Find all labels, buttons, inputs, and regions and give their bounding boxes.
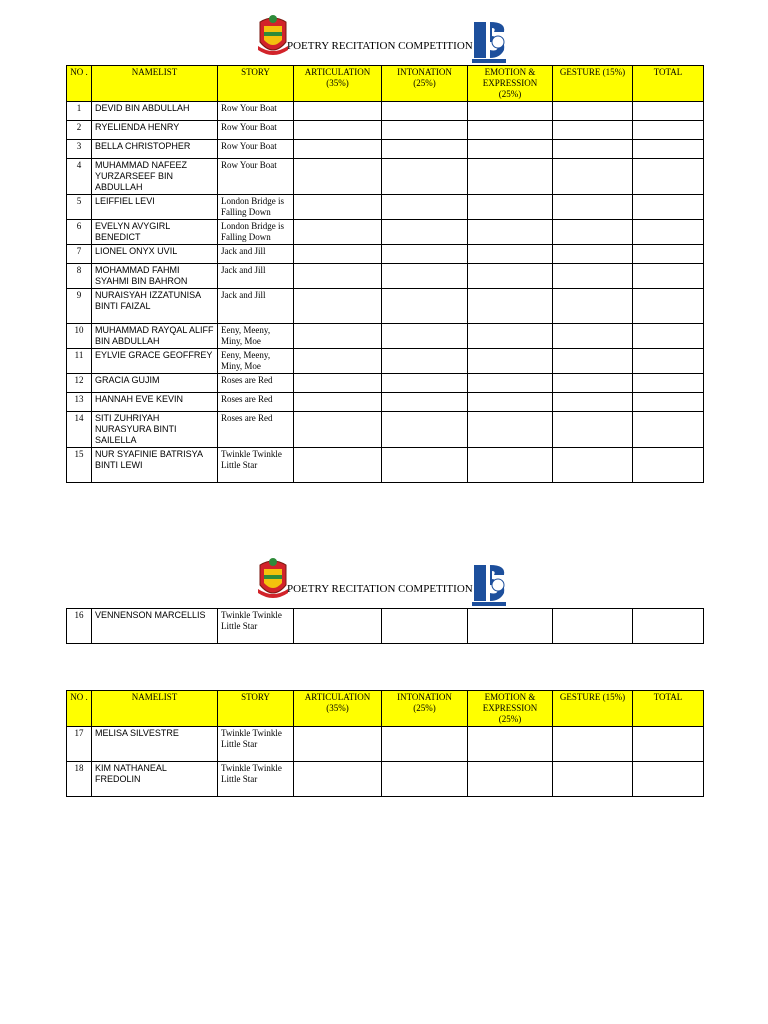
row-number: 4 bbox=[67, 159, 92, 195]
row-story: London Bridge is Falling Down bbox=[218, 195, 294, 220]
emotion-score-cell[interactable] bbox=[468, 762, 553, 797]
articulation-score-cell[interactable] bbox=[294, 349, 382, 374]
col-no: NO . bbox=[67, 66, 92, 102]
row-number: 3 bbox=[67, 140, 92, 159]
emotion-score-cell[interactable] bbox=[468, 393, 553, 412]
col-no: NO . bbox=[67, 691, 92, 727]
total-score-cell[interactable] bbox=[633, 102, 704, 121]
articulation-score-cell[interactable] bbox=[294, 412, 382, 448]
emotion-score-cell[interactable] bbox=[468, 609, 553, 644]
gesture-score-cell[interactable] bbox=[553, 412, 633, 448]
row-name: NUR SYAFINIE BATRISYA BINTI LEWI bbox=[92, 448, 218, 483]
row-number: 15 bbox=[67, 448, 92, 483]
row-name: LIONEL ONYX UVIL bbox=[92, 245, 218, 264]
emotion-score-cell[interactable] bbox=[468, 195, 553, 220]
emotion-score-cell[interactable] bbox=[468, 374, 553, 393]
row-name: GRACIA GUJIM bbox=[92, 374, 218, 393]
table-row bbox=[67, 121, 704, 140]
row-name: EYLVIE GRACE GEOFFREY bbox=[92, 349, 218, 374]
table-row bbox=[67, 393, 704, 412]
row-number: 7 bbox=[67, 245, 92, 264]
total-score-cell[interactable] bbox=[633, 121, 704, 140]
col-namelist: NAMELIST bbox=[92, 691, 218, 727]
intonation-score-cell[interactable] bbox=[382, 289, 468, 324]
col-gesture: GESTURE (15%) bbox=[553, 691, 633, 727]
articulation-score-cell[interactable] bbox=[294, 374, 382, 393]
row-number: 9 bbox=[67, 289, 92, 324]
school-crest-icon bbox=[256, 12, 290, 60]
anniversary-25-logo-icon bbox=[470, 18, 508, 64]
row-story: Row Your Boat bbox=[218, 102, 294, 121]
row-name: HANNAH EVE KEVIN bbox=[92, 393, 218, 412]
emotion-score-cell[interactable] bbox=[468, 102, 553, 121]
articulation-score-cell[interactable] bbox=[294, 140, 382, 159]
articulation-score-cell[interactable] bbox=[294, 762, 382, 797]
table-header-row bbox=[67, 66, 704, 102]
gesture-score-cell[interactable] bbox=[553, 393, 633, 412]
gesture-score-cell[interactable] bbox=[553, 264, 633, 289]
total-score-cell[interactable] bbox=[633, 727, 704, 762]
intonation-score-cell[interactable] bbox=[382, 140, 468, 159]
intonation-score-cell[interactable] bbox=[382, 374, 468, 393]
gesture-score-cell[interactable] bbox=[553, 121, 633, 140]
total-score-cell[interactable] bbox=[633, 289, 704, 324]
page-header-2 bbox=[0, 551, 768, 611]
articulation-score-cell[interactable] bbox=[294, 195, 382, 220]
row-story: Jack and Jill bbox=[218, 245, 294, 264]
gesture-score-cell[interactable] bbox=[553, 324, 633, 349]
row-number: 5 bbox=[67, 195, 92, 220]
score-table-1 bbox=[66, 65, 704, 483]
total-score-cell[interactable] bbox=[633, 159, 704, 195]
score-table-3 bbox=[66, 690, 704, 797]
col-articulation: ARTICULATION (35%) bbox=[294, 66, 382, 102]
total-score-cell[interactable] bbox=[633, 412, 704, 448]
intonation-score-cell[interactable] bbox=[382, 393, 468, 412]
total-score-cell[interactable] bbox=[633, 374, 704, 393]
anniversary-25-logo-icon bbox=[470, 561, 508, 607]
table-row bbox=[67, 159, 704, 195]
articulation-score-cell[interactable] bbox=[294, 448, 382, 483]
row-name: LEIFFIEL LEVI bbox=[92, 195, 218, 220]
row-number: 10 bbox=[67, 324, 92, 349]
intonation-score-cell[interactable] bbox=[382, 220, 468, 245]
articulation-score-cell[interactable] bbox=[294, 102, 382, 121]
table-row bbox=[67, 448, 704, 483]
gesture-score-cell[interactable] bbox=[553, 220, 633, 245]
table-row bbox=[67, 727, 704, 762]
intonation-score-cell[interactable] bbox=[382, 609, 468, 644]
row-name: NURAISYAH IZZATUNISA BINTI FAIZAL bbox=[92, 289, 218, 324]
articulation-score-cell[interactable] bbox=[294, 245, 382, 264]
table-row bbox=[67, 195, 704, 220]
total-score-cell[interactable] bbox=[633, 609, 704, 644]
page-header-1 bbox=[0, 8, 768, 68]
row-story: Eeny, Meeny, Miny, Moe bbox=[218, 349, 294, 374]
col-intonation: INTONATION (25%) bbox=[382, 66, 468, 102]
table-row bbox=[67, 762, 704, 797]
gesture-score-cell[interactable] bbox=[553, 159, 633, 195]
total-score-cell[interactable] bbox=[633, 140, 704, 159]
page-title: POETRY RECITATION COMPETITION bbox=[287, 583, 473, 595]
row-number: 17 bbox=[67, 727, 92, 762]
total-score-cell[interactable] bbox=[633, 324, 704, 349]
row-story: Row Your Boat bbox=[218, 159, 294, 195]
table-row bbox=[67, 374, 704, 393]
articulation-score-cell[interactable] bbox=[294, 393, 382, 412]
table-row bbox=[67, 264, 704, 289]
intonation-score-cell[interactable] bbox=[382, 121, 468, 140]
emotion-score-cell[interactable] bbox=[468, 727, 553, 762]
gesture-score-cell[interactable] bbox=[553, 245, 633, 264]
gesture-score-cell[interactable] bbox=[553, 349, 633, 374]
gesture-score-cell[interactable] bbox=[553, 102, 633, 121]
row-story: Twinkle Twinkle Little Star bbox=[218, 727, 294, 762]
table-row bbox=[67, 349, 704, 374]
emotion-score-cell[interactable] bbox=[468, 121, 553, 140]
intonation-score-cell[interactable] bbox=[382, 324, 468, 349]
gesture-score-cell[interactable] bbox=[553, 140, 633, 159]
emotion-score-cell[interactable] bbox=[468, 264, 553, 289]
intonation-score-cell[interactable] bbox=[382, 412, 468, 448]
emotion-score-cell[interactable] bbox=[468, 289, 553, 324]
row-number: 14 bbox=[67, 412, 92, 448]
intonation-score-cell[interactable] bbox=[382, 349, 468, 374]
row-story: Roses are Red bbox=[218, 412, 294, 448]
table-row bbox=[67, 324, 704, 349]
row-name: SITI ZUHRIYAH NURASYURA BINTI SAILELLA bbox=[92, 412, 218, 448]
articulation-score-cell[interactable] bbox=[294, 121, 382, 140]
emotion-score-cell[interactable] bbox=[468, 220, 553, 245]
col-emotion: EMOTION & EXPRESSION (25%) bbox=[468, 66, 553, 102]
emotion-score-cell[interactable] bbox=[468, 324, 553, 349]
table-row bbox=[67, 102, 704, 121]
row-number: 18 bbox=[67, 762, 92, 797]
gesture-score-cell[interactable] bbox=[553, 374, 633, 393]
intonation-score-cell[interactable] bbox=[382, 102, 468, 121]
gesture-score-cell[interactable] bbox=[553, 727, 633, 762]
table-row bbox=[67, 289, 704, 324]
row-name: BELLA CHRISTOPHER bbox=[92, 140, 218, 159]
col-story: STORY bbox=[218, 691, 294, 727]
articulation-score-cell[interactable] bbox=[294, 727, 382, 762]
row-story: London Bridge is Falling Down bbox=[218, 220, 294, 245]
row-name: MOHAMMAD FAHMI SYAHMI BIN BAHRON bbox=[92, 264, 218, 289]
row-number: 2 bbox=[67, 121, 92, 140]
row-name: VENNENSON MARCELLIS bbox=[92, 609, 218, 644]
row-name: EVELYN AVYGIRL BENEDICT bbox=[92, 220, 218, 245]
row-number: 1 bbox=[67, 102, 92, 121]
row-name: MUHAMMAD RAYQAL ALIFF BIN ABDULLAH bbox=[92, 324, 218, 349]
articulation-score-cell[interactable] bbox=[294, 609, 382, 644]
row-number: 13 bbox=[67, 393, 92, 412]
row-story: Jack and Jill bbox=[218, 264, 294, 289]
gesture-score-cell[interactable] bbox=[553, 289, 633, 324]
intonation-score-cell[interactable] bbox=[382, 264, 468, 289]
articulation-score-cell[interactable] bbox=[294, 289, 382, 324]
table-header-row bbox=[67, 691, 704, 727]
col-emotion: EMOTION & EXPRESSION (25%) bbox=[468, 691, 553, 727]
total-score-cell[interactable] bbox=[633, 245, 704, 264]
table-row bbox=[67, 140, 704, 159]
gesture-score-cell[interactable] bbox=[553, 448, 633, 483]
row-name: RYELIENDA HENRY bbox=[92, 121, 218, 140]
total-score-cell[interactable] bbox=[633, 349, 704, 374]
row-name: MUHAMMAD NAFEEZ YURZARSEEF BIN ABDULLAH bbox=[92, 159, 218, 195]
score-table-2 bbox=[66, 608, 704, 644]
intonation-score-cell[interactable] bbox=[382, 727, 468, 762]
row-name: KIM NATHANEAL FREDOLIN bbox=[92, 762, 218, 797]
articulation-score-cell[interactable] bbox=[294, 324, 382, 349]
total-score-cell[interactable] bbox=[633, 393, 704, 412]
col-total: TOTAL bbox=[633, 66, 704, 102]
total-score-cell[interactable] bbox=[633, 448, 704, 483]
row-story: Eeny, Meeny, Miny, Moe bbox=[218, 324, 294, 349]
gesture-score-cell[interactable] bbox=[553, 195, 633, 220]
table-row bbox=[67, 245, 704, 264]
row-number: 12 bbox=[67, 374, 92, 393]
emotion-score-cell[interactable] bbox=[468, 159, 553, 195]
total-score-cell[interactable] bbox=[633, 264, 704, 289]
emotion-score-cell[interactable] bbox=[468, 245, 553, 264]
emotion-score-cell[interactable] bbox=[468, 140, 553, 159]
total-score-cell[interactable] bbox=[633, 195, 704, 220]
gesture-score-cell[interactable] bbox=[553, 762, 633, 797]
emotion-score-cell[interactable] bbox=[468, 412, 553, 448]
row-story: Twinkle Twinkle Little Star bbox=[218, 448, 294, 483]
col-story: STORY bbox=[218, 66, 294, 102]
intonation-score-cell[interactable] bbox=[382, 762, 468, 797]
col-total: TOTAL bbox=[633, 691, 704, 727]
row-name: MELISA SILVESTRE bbox=[92, 727, 218, 762]
row-story: Jack and Jill bbox=[218, 289, 294, 324]
col-articulation: ARTICULATION (35%) bbox=[294, 691, 382, 727]
row-story: Twinkle Twinkle Little Star bbox=[218, 762, 294, 797]
articulation-score-cell[interactable] bbox=[294, 159, 382, 195]
articulation-score-cell[interactable] bbox=[294, 220, 382, 245]
page-title: POETRY RECITATION COMPETITION bbox=[287, 40, 473, 52]
intonation-score-cell[interactable] bbox=[382, 195, 468, 220]
col-intonation: INTONATION (25%) bbox=[382, 691, 468, 727]
intonation-score-cell[interactable] bbox=[382, 448, 468, 483]
row-number: 6 bbox=[67, 220, 92, 245]
row-story: Row Your Boat bbox=[218, 121, 294, 140]
table-row bbox=[67, 412, 704, 448]
row-name: DEVID BIN ABDULLAH bbox=[92, 102, 218, 121]
intonation-score-cell[interactable] bbox=[382, 245, 468, 264]
intonation-score-cell[interactable] bbox=[382, 159, 468, 195]
row-number: 8 bbox=[67, 264, 92, 289]
emotion-score-cell[interactable] bbox=[468, 448, 553, 483]
total-score-cell[interactable] bbox=[633, 220, 704, 245]
table-row bbox=[67, 609, 704, 644]
gesture-score-cell[interactable] bbox=[553, 609, 633, 644]
col-gesture: GESTURE (15%) bbox=[553, 66, 633, 102]
row-story: Twinkle Twinkle Little Star bbox=[218, 609, 294, 644]
articulation-score-cell[interactable] bbox=[294, 264, 382, 289]
row-number: 11 bbox=[67, 349, 92, 374]
row-story: Roses are Red bbox=[218, 374, 294, 393]
col-namelist: NAMELIST bbox=[92, 66, 218, 102]
table-row bbox=[67, 220, 704, 245]
row-number: 16 bbox=[67, 609, 92, 644]
total-score-cell[interactable] bbox=[633, 762, 704, 797]
row-story: Row Your Boat bbox=[218, 140, 294, 159]
emotion-score-cell[interactable] bbox=[468, 349, 553, 374]
school-crest-icon bbox=[256, 555, 290, 603]
row-story: Roses are Red bbox=[218, 393, 294, 412]
